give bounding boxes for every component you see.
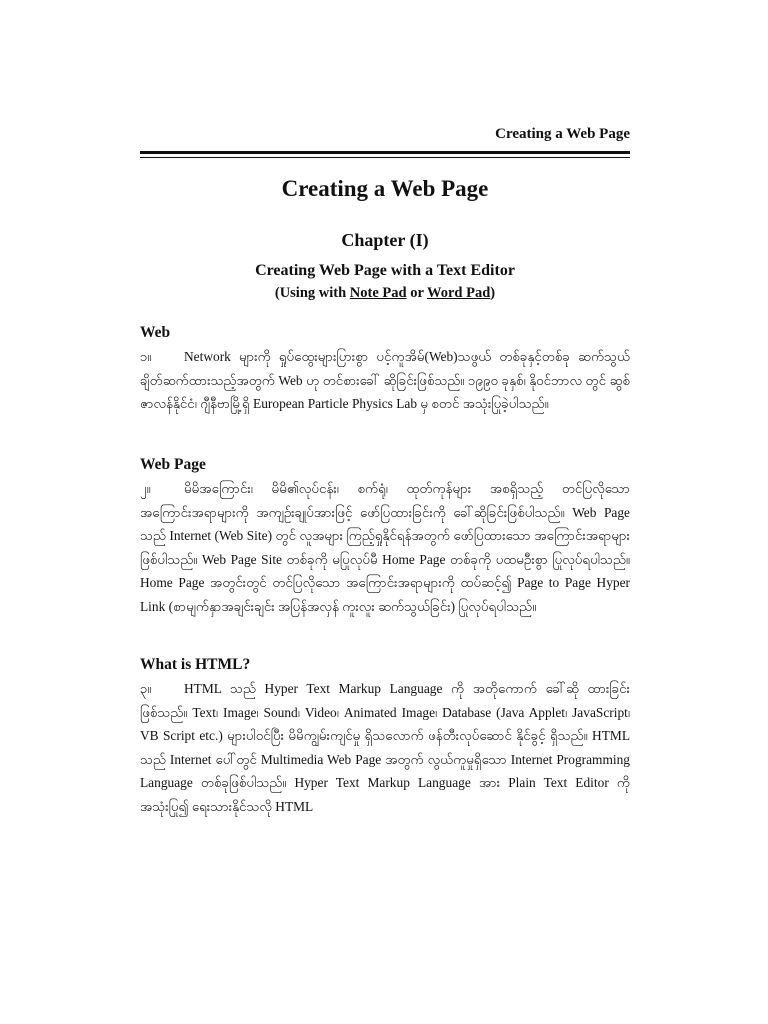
paragraph-text: HTML သည် Hyper Text Markup Language ကို အတိုကောက် ခေါ်ဆို ထားခြင်း ဖြစ်သည်။ Text၊ Image၊ Sound၊ Video၊ Animated Image၊ Database (Java Applet၊ JavaScript၊ VB Script etc.) များပါဝင်ပြီး မိမိကျွမ်းကျင်မှု ရှိသလောက် ဖန်တီးလုပ်ဆောင် နိုင်ခွင့် ရှိသည်။ HTML သည် Internet ပေါ်တွင် Multimedia Web Page အတွက် လွယ်ကူမှုရှိသော Internet Programming Language တစ်ခုဖြစ်ပါသည်။ Hyper Text Markup Language အား Plain Text Editor ကို အသုံးပြု၍ ရေးသားနိုင်သလို HTML	[140, 681, 630, 814]
page-title: Creating a Web Page	[281, 176, 489, 201]
using-suffix: )	[490, 285, 496, 301]
note-pad-label: Note Pad	[349, 285, 407, 301]
section-paragraph	[140, 345, 630, 416]
or-label: or	[410, 285, 424, 301]
section-paragraph	[140, 677, 630, 818]
section-paragraph	[140, 477, 630, 618]
section-heading: Web Page	[140, 456, 206, 473]
header-rule-thick	[140, 151, 630, 154]
paragraph-text: Network များကို ရှုပ်ထွေးများပြားစွာ ပင့်ကူအိမ်(Web)သဖွယ် တစ်ခုနှင့်တစ်ခု ဆက်သွယ် ချိတ်ဆက်ထားသည့်အတွက် Web ဟု တင်စားခေါ် ဆိုခြင်းဖြစ်သည်။ ၁၉၉၀ ခုနှစ်၊ နိုဝင်ဘာလ တွင် ဆွစ်ဇာလန်နိုင်ငံ၊ ဂျီနီဗာမြို့ရှိ European Particle Physics Lab မှ စတင် အသုံးပြုခဲ့ပါသည်။	[140, 349, 630, 411]
section-web	[140, 324, 630, 416]
running-header: Creating a Web Page	[495, 126, 630, 142]
section-heading: What is HTML?	[140, 656, 251, 673]
section-web-page	[140, 456, 630, 618]
header-rule-thin	[140, 157, 630, 158]
section-heading: Web	[140, 324, 171, 341]
section-what-is-html	[140, 656, 630, 818]
chapter-using-line	[140, 285, 630, 302]
paragraph-number: ၃။	[140, 681, 152, 696]
paragraph-text: မိမိအကြောင်း၊ မိမိ၏လုပ်ငန်း၊ စက်ရုံ၊ ထုတ်ကုန်များ အစရှိသည့် တင်ပြလိုသော အကြောင်းအရာများကို အကျဉ်းချုပ်အားဖြင့် ဖော်ပြထားခြင်းကို ခေါ်ဆိုခြင်းဖြစ်ပါသည်။ Web Page သည် Internet (Web Site) တွင် လူအများ ကြည့်ရှုနိုင်ရန်အတွက် ဖော်ပြထားသော အကြောင်းအရာများ ဖြစ်ပါသည်။ Web Page Site တစ်ခုကို မပြုလုပ်မီ Home Page တစ်ခုကို ပထမဦးစွာ ပြုလုပ်ရပါသည်။ Home Page အတွင်းတွင် တင်ပြလိုသော အကြောင်းအရာများကို ထပ်ဆင့်၍ Page to Page Hyper Link (စာမျက်နှာအချင်းချင်း အပြန်အလှန် ကူးလူး ဆက်သွယ်ခြင်း) ပြုလုပ်ရပါသည်။	[140, 481, 630, 614]
chapter-label: Chapter (I)	[341, 230, 429, 250]
word-pad-label: Word Pad	[427, 285, 491, 301]
chapter-subtitle: Creating Web Page with a Text Editor	[255, 262, 515, 279]
using-prefix: (Using with	[274, 285, 347, 301]
paragraph-number: ၂။	[140, 481, 151, 496]
paragraph-number: ၁။	[140, 349, 152, 364]
